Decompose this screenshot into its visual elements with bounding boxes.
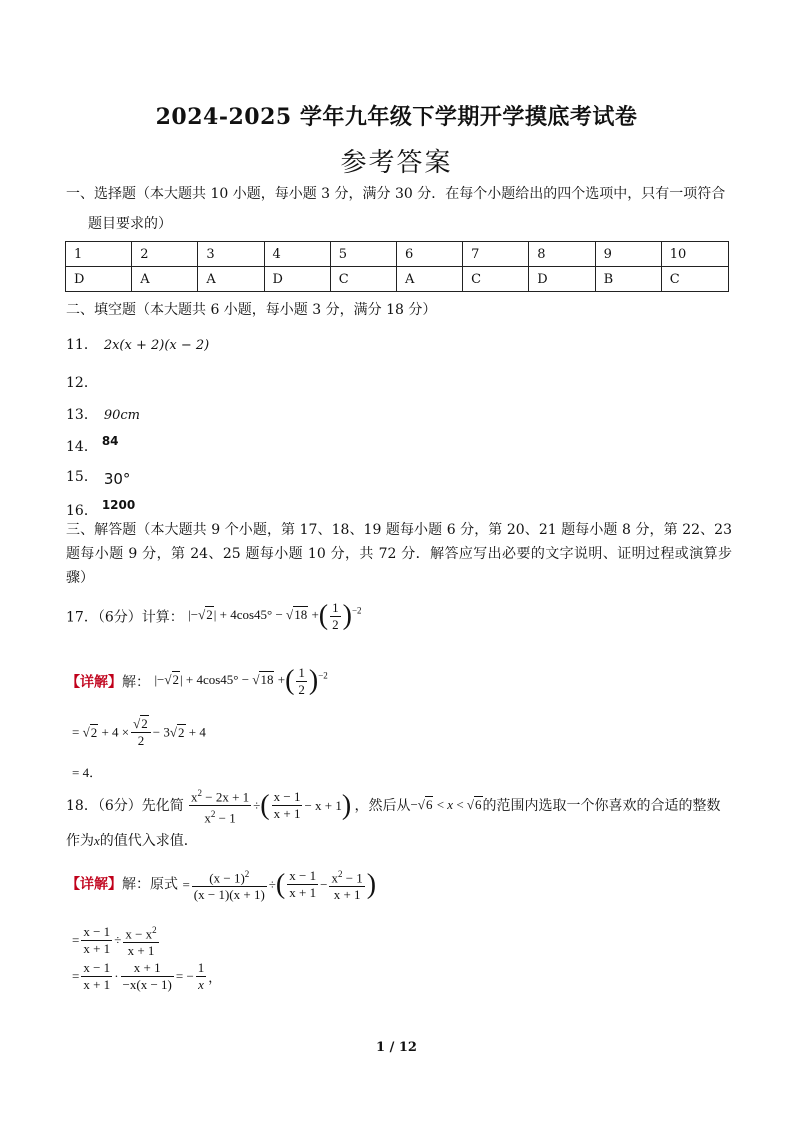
answer-table-answer-cell: A xyxy=(132,267,198,292)
page-title: 2024-2025 学年九年级下学期开学摸底考试卷 xyxy=(155,104,638,130)
fill-item-number: 12． xyxy=(66,375,98,391)
answer-table-number-cell: 7 xyxy=(463,242,529,267)
q18-line2 xyxy=(66,830,198,850)
detail-label: 【详解】 xyxy=(66,876,122,893)
q18-detail xyxy=(66,866,766,910)
page-subtitle: 参考答案 xyxy=(340,148,453,178)
q17-prefix: 17．（6分）计算： xyxy=(66,609,184,626)
answer-table xyxy=(65,241,729,292)
answer-table-number-cell: 2 xyxy=(132,242,198,267)
fill-item-number: 11． xyxy=(66,337,98,353)
answer-table-number-cell: 4 xyxy=(264,242,330,267)
fill-item-15 xyxy=(66,466,130,488)
answer-table-number-cell: 1 xyxy=(66,242,132,267)
fill-item-answer: 2x(x + 2)(x − 2) xyxy=(103,338,210,353)
q18-step1: = $\frac{x - 1}{x + 1}$ ÷ $\frac{x - x^2}{x + 1}$ xyxy=(72,922,161,959)
q18-suffix: 的范围内选取一个你喜欢的合适的整数 xyxy=(482,797,721,814)
fill-item-number: 13． xyxy=(66,407,98,423)
fill-item-13 xyxy=(66,404,140,424)
section1-heading-cont: 题目要求的） xyxy=(88,216,172,232)
q17-step1: = √2 + 4 × $\frac{√2}{2}$ − 3√2 + 4 xyxy=(72,716,206,748)
q17-detail xyxy=(66,665,766,705)
answer-table-answer-cell: A xyxy=(396,267,462,292)
answer-table-answer-cell: C xyxy=(463,267,529,292)
answer-table-answer-cell: A xyxy=(198,267,264,292)
q18-var: x xyxy=(94,833,100,848)
q18-line2-start: 作为 xyxy=(66,833,94,849)
question-18 xyxy=(66,785,766,825)
fill-item-answer: 1200 xyxy=(101,498,136,512)
q17-step2: = 4． xyxy=(72,765,103,780)
q17-expression: |−√2| + 4cos45° − √18 +( $\frac{1}{2}$ )$^{-2}$ xyxy=(188,600,362,632)
fill-item-14 xyxy=(66,434,119,456)
fill-item-number: 15． xyxy=(66,469,98,485)
answer-table-number-cell: 10 xyxy=(661,242,728,267)
question-17 xyxy=(66,600,766,640)
answer-table-number-cell: 6 xyxy=(396,242,462,267)
answer-table-number-cell: 8 xyxy=(529,242,595,267)
answer-table-number-cell: 9 xyxy=(595,242,661,267)
fill-item-answer: 30° xyxy=(103,470,131,488)
q17-detail-expression: |−√2| + 4cos45° − √18 +( $\frac{1}{2}$ )$^{-2}$ xyxy=(154,665,328,697)
fill-item-number: 16． xyxy=(66,503,98,519)
detail-text: 解： xyxy=(122,674,150,691)
q18-middle: ，然后从 xyxy=(354,797,411,814)
detail-label: 【详解】 xyxy=(66,674,122,691)
fill-item-16 xyxy=(66,498,135,520)
q18-prefix: 18．（6分）先化简 xyxy=(66,797,184,814)
q18-comma: ， xyxy=(208,970,222,985)
answer-table-answer-cell: D xyxy=(529,267,595,292)
q18-detail-expression: = $\frac{(x - 1)^2}{(x - 1)(x + 1)}$ ÷( $\frac{x - 1}{x + 1}$ − $\frac{x^2 - 1}{x + 1}$ ) xyxy=(182,876,376,891)
fill-item-answer: 90cm xyxy=(103,408,140,423)
fill-item-answer: 84 xyxy=(101,434,119,448)
q18-step2: = $\frac{x - 1}{x + 1}$ · $\frac{x + 1}{-x(x - 1)}$ = − $\frac{1}{x}$ ， xyxy=(72,960,222,992)
answer-table-answer-cell: D xyxy=(66,267,132,292)
answer-table-number-row xyxy=(66,242,729,267)
answer-table-answer-row xyxy=(66,267,729,292)
answer-table-number-cell: 3 xyxy=(198,242,264,267)
fill-item-number: 14． xyxy=(66,439,98,455)
q18-range: −√6 < x < √6 xyxy=(410,796,482,812)
answer-table-number-cell: 5 xyxy=(330,242,396,267)
q18-line2-end: 的值代入求值． xyxy=(99,833,198,849)
fill-item-12 xyxy=(66,372,104,392)
section1-heading: 一、选择题（本大题共 10 小题，每小题 3 分，满分 30 分．在每个小题给出的四个选项中，只有一项符合 xyxy=(66,186,726,202)
answer-table-answer-cell: B xyxy=(595,267,661,292)
answer-table-answer-cell: D xyxy=(264,267,330,292)
q18-expression: $\frac{x^2 - 2x + 1}{x^2 - 1}$ ÷( $\frac{x - 1}{x + 1}$ − x + 1) xyxy=(184,797,355,812)
answer-table-answer-cell: C xyxy=(330,267,396,292)
page-number: 1 / 12 xyxy=(376,1040,417,1055)
section2-heading: 二、填空题（本大题共 6 小题，每小题 3 分，满分 18 分） xyxy=(66,302,437,318)
section3-heading: 三、解答题（本大题共 9 个小题，第 17、18、19 题每小题 6 分，第 20、21 题每小题 8 分，第 22、23 题每小题 9 分，第 24、25 题每小题 10 分，共 72 分．解答应写出必要的文字说明、证明过程或演算步骤） xyxy=(66,522,732,586)
fill-item-11 xyxy=(66,334,209,354)
answer-table-answer-cell: C xyxy=(661,267,728,292)
detail-text: 解：原式 xyxy=(122,876,178,893)
